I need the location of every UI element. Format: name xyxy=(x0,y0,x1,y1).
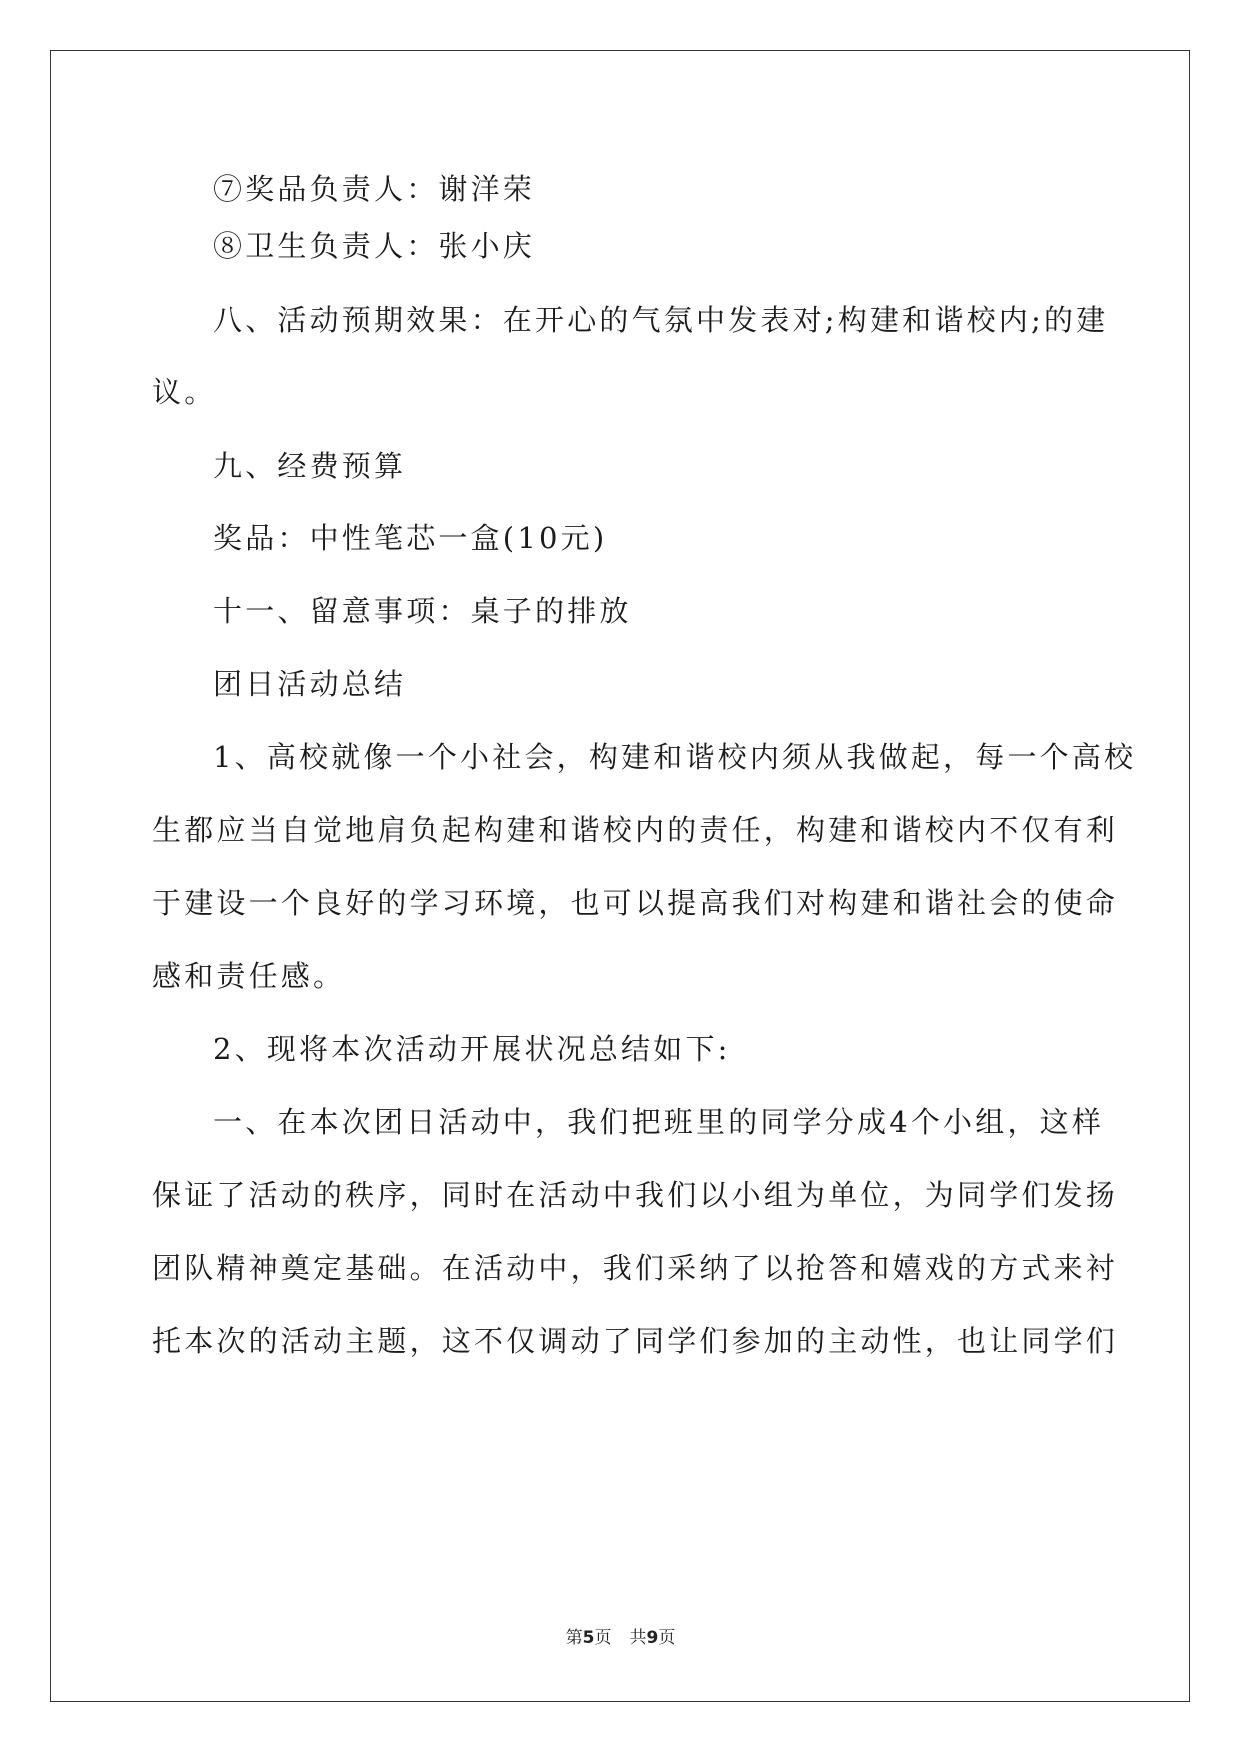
text-line-expected-effect: 八、活动预期效果：在开心的气氛中发表对;构建和谐校内;的建 xyxy=(213,303,1109,337)
paragraph-2-line-1: 2、现将本次活动开展状况总结如下: xyxy=(213,1032,731,1066)
total-prefix: 共 xyxy=(629,1628,647,1648)
page-footer xyxy=(0,1623,1241,1648)
section-heading-summary: 团日活动总结 xyxy=(213,667,407,701)
paragraph-1-line-3: 于建设一个良好的学习环境，也可以提高我们对构建和谐社会的使命 xyxy=(152,886,1119,920)
text-line-hygiene-lead: ⑧卫生负责人：张小庆 xyxy=(213,229,536,263)
total-pages: 9 xyxy=(646,1628,659,1648)
paragraph-3-line-1: 一、在本次团日活动中，我们把班里的同学分成4个小组，这样 xyxy=(213,1105,1105,1139)
total-suffix: 页 xyxy=(658,1628,676,1648)
page-number: 5 xyxy=(582,1628,595,1648)
paragraph-3-line-2: 保证了活动的秩序，同时在活动中我们以小组为单位，为同学们发扬 xyxy=(152,1178,1119,1212)
section-heading-notes: 十一、留意事项：桌子的排放 xyxy=(213,594,632,628)
paragraph-1-line-2: 生都应当自觉地肩负起构建和谐校内的责任，构建和谐校内不仅有利 xyxy=(152,813,1119,847)
text-line-awards-lead: ⑦奖品负责人：谢洋荣 xyxy=(213,172,536,206)
paragraph-1-line-1: 1、高校就像一个小社会，构建和谐校内须从我做起，每一个高校 xyxy=(213,740,1137,774)
paragraph-3-line-3: 团队精神奠定基础。在活动中，我们采纳了以抢答和嬉戏的方式来衬 xyxy=(152,1251,1119,1285)
paragraph-3-line-4: 托本次的活动主题，这不仅调动了同学们参加的主动性，也让同学们 xyxy=(152,1324,1119,1358)
page-border xyxy=(50,50,1190,1702)
text-line-expected-effect-cont: 议。 xyxy=(152,375,217,409)
paragraph-1-line-4: 感和责任感。 xyxy=(152,959,346,993)
page-prefix: 第 xyxy=(565,1628,583,1648)
text-line-prizes: 奖品：中性笔芯一盒(10元) xyxy=(213,521,608,555)
section-heading-budget: 九、经费预算 xyxy=(213,449,407,483)
page-suffix: 页 xyxy=(594,1628,612,1648)
